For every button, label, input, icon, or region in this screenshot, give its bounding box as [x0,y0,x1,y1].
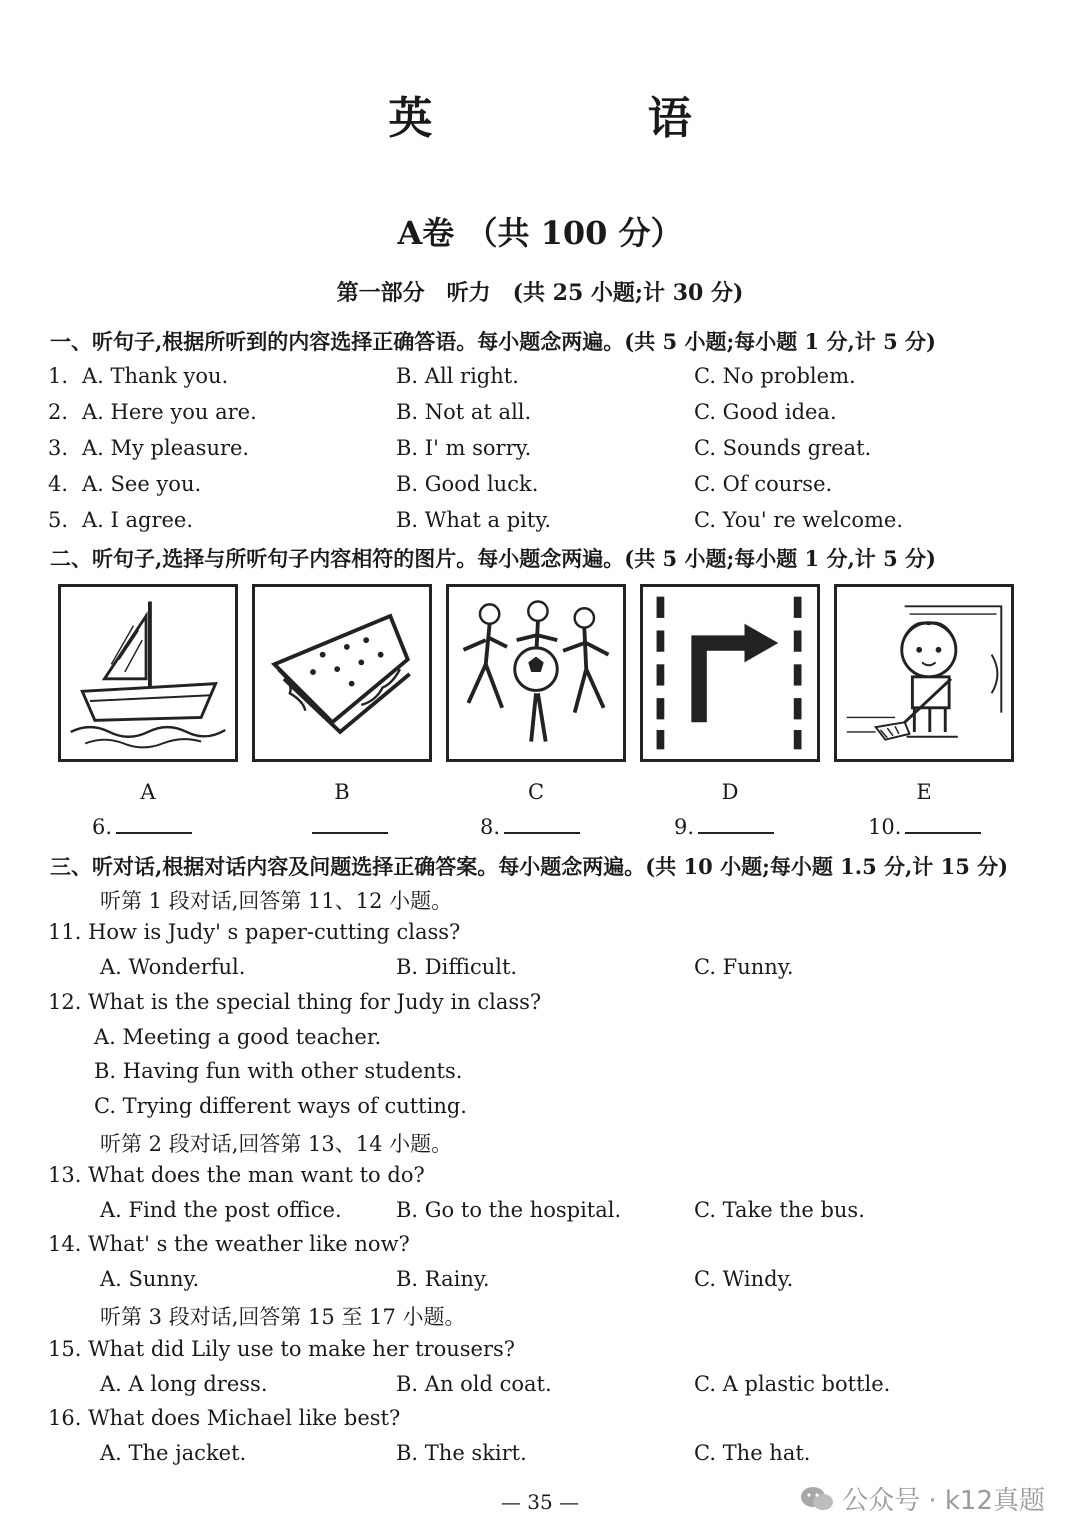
option-a: A. Wonderful. [100,955,246,979]
picture-a [58,584,238,762]
option-b: B. Having fun with other students. [94,1059,463,1083]
soccer-players-icon [449,587,623,759]
picture-label-b: B [334,780,350,804]
option-c: C. Good idea. [694,400,837,424]
option-a: A. Meeting a good teacher. [94,1025,382,1049]
answer-blank-7[interactable] [308,815,388,839]
question-stem-12: 12. What is the special thing for Judy in class? [48,990,542,1014]
option-c: C. Of course. [694,472,833,496]
watermark-text: 公众号 · k12真题 [842,1486,1045,1516]
page-number: — 35 — [500,1490,580,1514]
option-b: B. Rainy. [396,1267,490,1291]
picture-b [252,584,432,762]
turn-right-arrow-icon [643,587,817,759]
question-number: 5. [48,508,69,532]
picture-label-d: D [721,780,739,804]
option-c: C. You' re welcome. [694,508,904,532]
option-c: C. A plastic bottle. [694,1372,891,1396]
option-a: A. Here you are. [82,400,257,424]
picture-c [446,584,626,762]
dialogue-note-3: 听第 3 段对话,回答第 15 至 17 小题。 [100,1305,466,1329]
picture-e [834,584,1014,762]
picture-label-e: E [916,780,932,804]
answer-blank-10[interactable] [868,815,981,839]
option-b: B. I' m sorry. [396,436,532,460]
question-number: 4. [48,472,69,496]
option-b: B. What a pity. [396,508,552,532]
section3-header: 三、听对话,根据对话内容及问题选择正确答案。每小题念两遍。(共 10 小题;每小题 1.5 分,计 15 分) [50,854,1009,879]
option-b: B. The skirt. [396,1441,527,1465]
picture-d [640,584,820,762]
picture-label-a: A [140,780,156,804]
wechat-icon [800,1485,834,1513]
option-a: A. A long dress. [100,1372,268,1396]
option-a: A. Sunny. [100,1267,200,1291]
option-b: B. Good luck. [396,472,539,496]
dialogue-note-1: 听第 1 段对话,回答第 11、12 小题。 [100,889,453,913]
option-b: B. Difficult. [396,955,518,979]
option-a: A. See you. [82,472,202,496]
option-a: A. The jacket. [100,1441,247,1465]
option-a: A. My pleasure. [82,436,250,460]
option-c: C. Trying different ways of cutting. [94,1094,467,1118]
picture-label-c: C [527,780,545,804]
option-c: C. Take the bus. [694,1198,865,1222]
option-b: B. Go to the hospital. [396,1198,622,1222]
answer-blank-8[interactable] [480,815,580,839]
blank-number: 6. [92,815,113,839]
question-stem-15: 15. What did Lily use to make her trousers? [48,1337,516,1361]
answer-blank-6[interactable] [92,815,192,839]
option-c: C. The hat. [694,1441,811,1465]
paper-subtitle: A卷 （共 100 分） [397,214,683,252]
page-title: 英 语 [388,93,792,144]
part-title: 第一部分 听力 (共 25 小题;计 30 分) [336,280,744,306]
question-number: 3. [48,436,69,460]
question-number: 1. [48,364,69,388]
blank-number: 9. [674,815,695,839]
section2-header: 二、听句子,选择与所听句子内容相符的图片。每小题念两遍。(共 5 小题;每小题 1 分,计 5 分) [50,546,936,571]
option-a: A. Thank you. [82,364,229,388]
answer-blank-9[interactable] [674,815,774,839]
sandwich-icon [255,587,429,759]
option-b: B. All right. [396,364,519,388]
question-stem-13: 13. What does the man want to do? [48,1163,425,1187]
question-stem-14: 14. What' s the weather like now? [48,1232,410,1256]
option-b: B. Not at all. [396,400,532,424]
option-c: C. No problem. [694,364,856,388]
boy-sweeping-icon [837,587,1011,759]
question-stem-16: 16. What does Michael like best? [48,1406,401,1430]
question-number: 2. [48,400,69,424]
option-a: A. I agree. [82,508,194,532]
option-c: C. Sounds great. [694,436,872,460]
question-stem-11: 11. How is Judy' s paper-cutting class? [48,920,461,944]
sailboat-icon [61,587,235,759]
blank-number: 8. [480,815,501,839]
watermark [800,1480,1045,1517]
option-c: C. Windy. [694,1267,794,1291]
option-a: A. Find the post office. [100,1198,342,1222]
dialogue-note-2: 听第 2 段对话,回答第 13、14 小题。 [100,1132,453,1156]
blank-number: 10. [868,815,902,839]
option-c: C. Funny. [694,955,794,979]
section1-header: 一、听句子,根据所听到的内容选择正确答语。每小题念两遍。(共 5 小题;每小题 1 分,计 5 分) [50,329,936,354]
option-b: B. An old coat. [396,1372,552,1396]
